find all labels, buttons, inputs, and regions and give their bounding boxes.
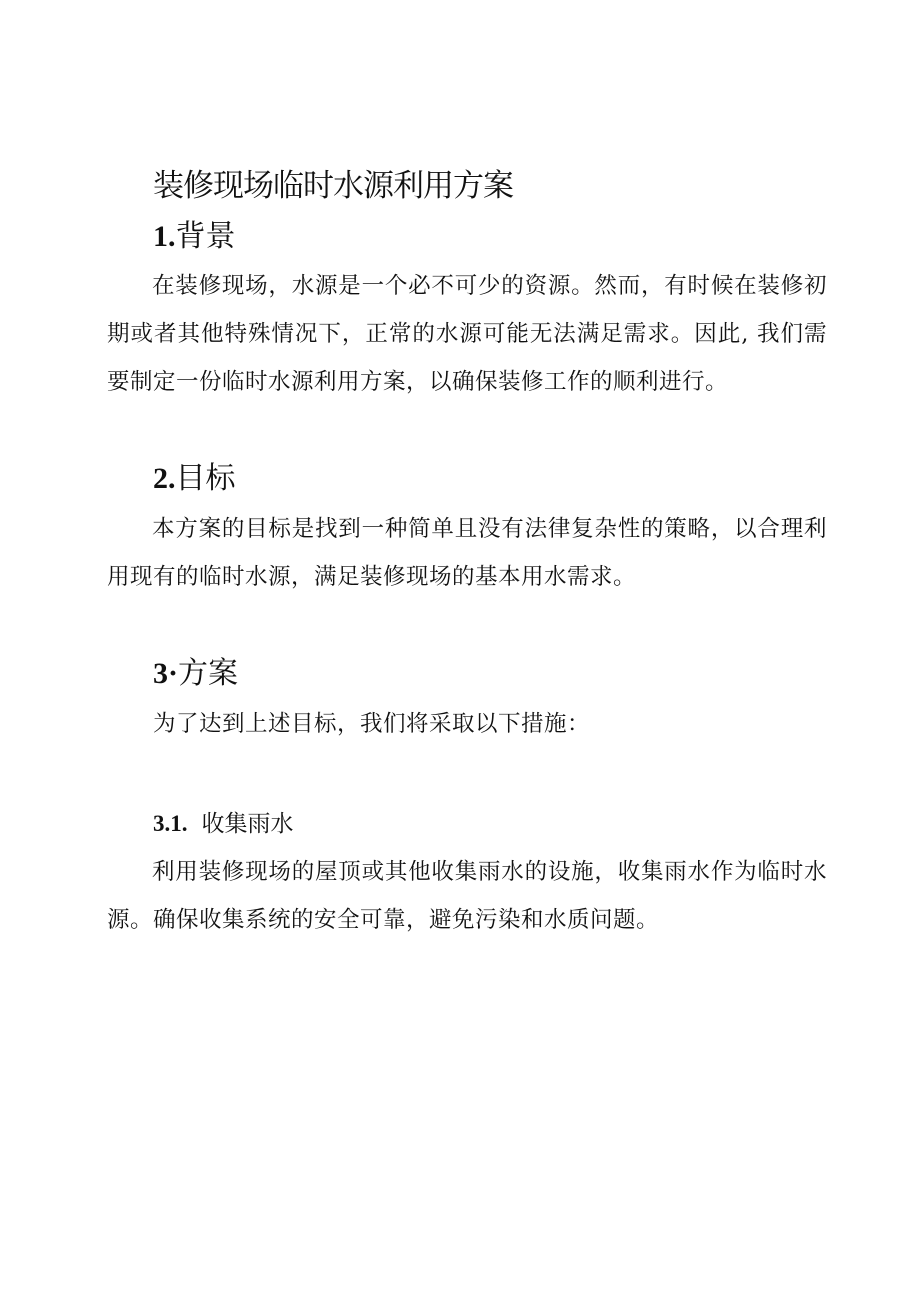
section-heading-text: 目标 [175,461,236,496]
subsection-heading-text: 收集雨水 [201,811,294,837]
section-number: 1. [153,220,176,253]
section-heading-goal [153,459,236,499]
section-heading-background [153,217,236,257]
section-heading-text: 方案 [178,656,239,691]
section-heading-plan [153,654,238,694]
section-number: 2. [153,462,176,495]
section-paragraph-goal: 本方案的目标是找到一种简单且没有法律复杂性的策略，以合理利用现有的临时水源，满足装修现场的基本用水需求。 [107,516,827,590]
subsection-heading-rainwater [153,808,294,840]
subsection-paragraph-rainwater: 利用装修现场的屋顶或其他收集雨水的设施，收集雨水作为临时水源。确保收集系统的安全可靠，避免污染和水质问题。 [107,859,827,933]
subsection-number: 3.1. [153,811,188,836]
section-heading-text: 背景 [175,219,236,254]
section-paragraph-plan: 为了达到上述目标，我们将采取以下措施： [153,711,591,737]
section-number: 3· [153,657,179,690]
document-title: 装修现场临时水源利用方案 [153,168,513,204]
section-paragraph-background: 在装修现场，水源是一个必不可少的资源。然而，有时候在装修初期或者其他特殊情况下，正常的水源可能无法满足需求。因此, 我们需要制定一份临时水源利用方案，以确保装修工作的顺利进行。 [107,273,827,395]
